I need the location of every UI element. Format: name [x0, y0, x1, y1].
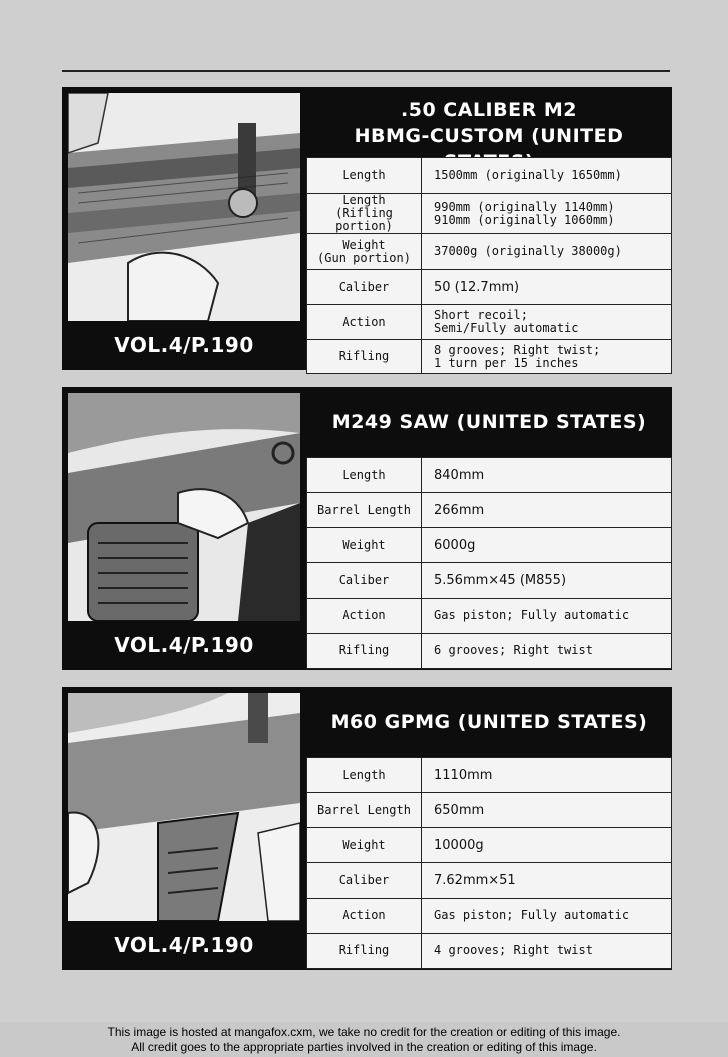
spec-row-barrel-length: [307, 493, 672, 528]
spec-label-line2: portion): [335, 219, 393, 233]
spec-value: 10000g: [422, 828, 672, 863]
spec-row-rifling: [307, 340, 672, 374]
spec-value: 266mm: [422, 493, 672, 528]
spec-row-caliber: [307, 863, 672, 898]
spec-row-caliber: [307, 563, 672, 598]
spec-value: 840mm: [422, 458, 672, 493]
spec-row-rifling: [307, 633, 672, 668]
spec-value-line1: 990mm (originally 1140mm): [434, 199, 615, 214]
spec-label: [307, 194, 422, 234]
spec-label-line1: Length (Rifling: [335, 193, 393, 220]
spec-row-weight: [307, 234, 672, 270]
spec-row-weight: [307, 828, 672, 863]
spec-label: Action: [307, 598, 422, 633]
weapon-illustration-m2: [68, 93, 300, 321]
weapon-card-m60: [62, 687, 672, 970]
spec-value: 50 (12.7mm): [422, 270, 672, 305]
spec-row-length: [307, 758, 672, 793]
spec-value: 1110mm: [422, 758, 672, 793]
spec-row-length: [307, 158, 672, 194]
spec-row-weight: [307, 528, 672, 563]
volume-reference: VOL.4/P.190: [114, 933, 254, 957]
spec-value: 7.62mm×51: [422, 863, 672, 898]
spec-row-rifling: [307, 933, 672, 968]
weapon-title-line1: M60 GPMG (UNITED STATES): [330, 711, 648, 733]
spec-row-action: [307, 305, 672, 340]
weapon-illustration-m60: [68, 693, 300, 921]
spec-label: Barrel Length: [307, 793, 422, 828]
spec-value: 37000g (originally 38000g): [422, 234, 672, 270]
spec-label: Barrel Length: [307, 493, 422, 528]
spec-label: Weight: [307, 528, 422, 563]
spec-value: Gas piston; Fully automatic: [422, 598, 672, 633]
spec-value: 1500mm (originally 1650mm): [422, 158, 672, 194]
spec-label: Action: [307, 305, 422, 340]
spec-value: 5.56mm×45 (M855): [422, 563, 672, 598]
spec-label: Weight: [307, 828, 422, 863]
spec-value: 650mm: [422, 793, 672, 828]
spec-label: Rifling: [307, 633, 422, 668]
spec-row-length: [307, 458, 672, 493]
spec-label: Rifling: [307, 933, 422, 968]
spec-label: Caliber: [307, 863, 422, 898]
volume-reference: VOL.4/P.190: [114, 333, 254, 357]
spec-value: Gas piston; Fully automatic: [422, 898, 672, 933]
spec-label: Rifling: [307, 340, 422, 374]
spec-value: [422, 194, 672, 234]
spec-row-caliber: [307, 270, 672, 305]
hosting-notice-line1: This image is hosted at mangafox.cxm, we take no credit for the creation or editing of this image.: [107, 1025, 621, 1039]
spec-value-line2: 1 turn per 15 inches: [434, 355, 579, 370]
spec-row-action: [307, 598, 672, 633]
spec-label: [307, 234, 422, 270]
spec-value-line1: 8 grooves; Right twist;: [434, 342, 601, 357]
spec-value: 4 grooves; Right twist: [422, 933, 672, 968]
spec-table: [306, 157, 672, 374]
spec-label: Caliber: [307, 563, 422, 598]
spec-label: Length: [307, 758, 422, 793]
weapon-title: [306, 409, 672, 435]
spec-label-line1: Weight: [342, 237, 386, 252]
weapon-title-line1: .50 CALIBER M2: [401, 99, 577, 121]
weapon-card-m249: [62, 387, 672, 670]
spec-value: 6000g: [422, 528, 672, 563]
spec-value-line2: Semi/Fully automatic: [434, 321, 579, 335]
spec-row-barrel-length: [307, 793, 672, 828]
spec-label: Caliber: [307, 270, 422, 305]
spec-row-action: [307, 898, 672, 933]
weapon-title-line1: M249 SAW (UNITED STATES): [331, 411, 647, 433]
spec-value-line2: 910mm (originally 1060mm): [434, 212, 615, 227]
spec-value: [422, 305, 672, 340]
weapon-title-line2: HBMG-CUSTOM (UNITED: [354, 125, 624, 147]
spec-value: 6 grooves; Right twist: [422, 633, 672, 668]
spec-value: [422, 340, 672, 374]
hosting-notice-line2: All credit goes to the appropriate parties involved in the creation or editing of this image.: [131, 1040, 597, 1054]
spec-table: [306, 457, 672, 669]
spec-label: Length: [307, 458, 422, 493]
spec-row-rifling-length: [307, 194, 672, 234]
weapon-title: [306, 709, 672, 735]
spec-table: [306, 757, 672, 969]
weapon-card-m2: [62, 87, 672, 370]
spec-label-line2: (Gun portion): [317, 250, 411, 265]
spec-value-line1: Short recoil;: [434, 308, 528, 322]
top-rule: [62, 70, 670, 72]
spec-label: Action: [307, 898, 422, 933]
weapon-illustration-m249: [68, 393, 300, 621]
spec-label: Length: [307, 158, 422, 194]
volume-reference: VOL.4/P.190: [114, 633, 254, 657]
